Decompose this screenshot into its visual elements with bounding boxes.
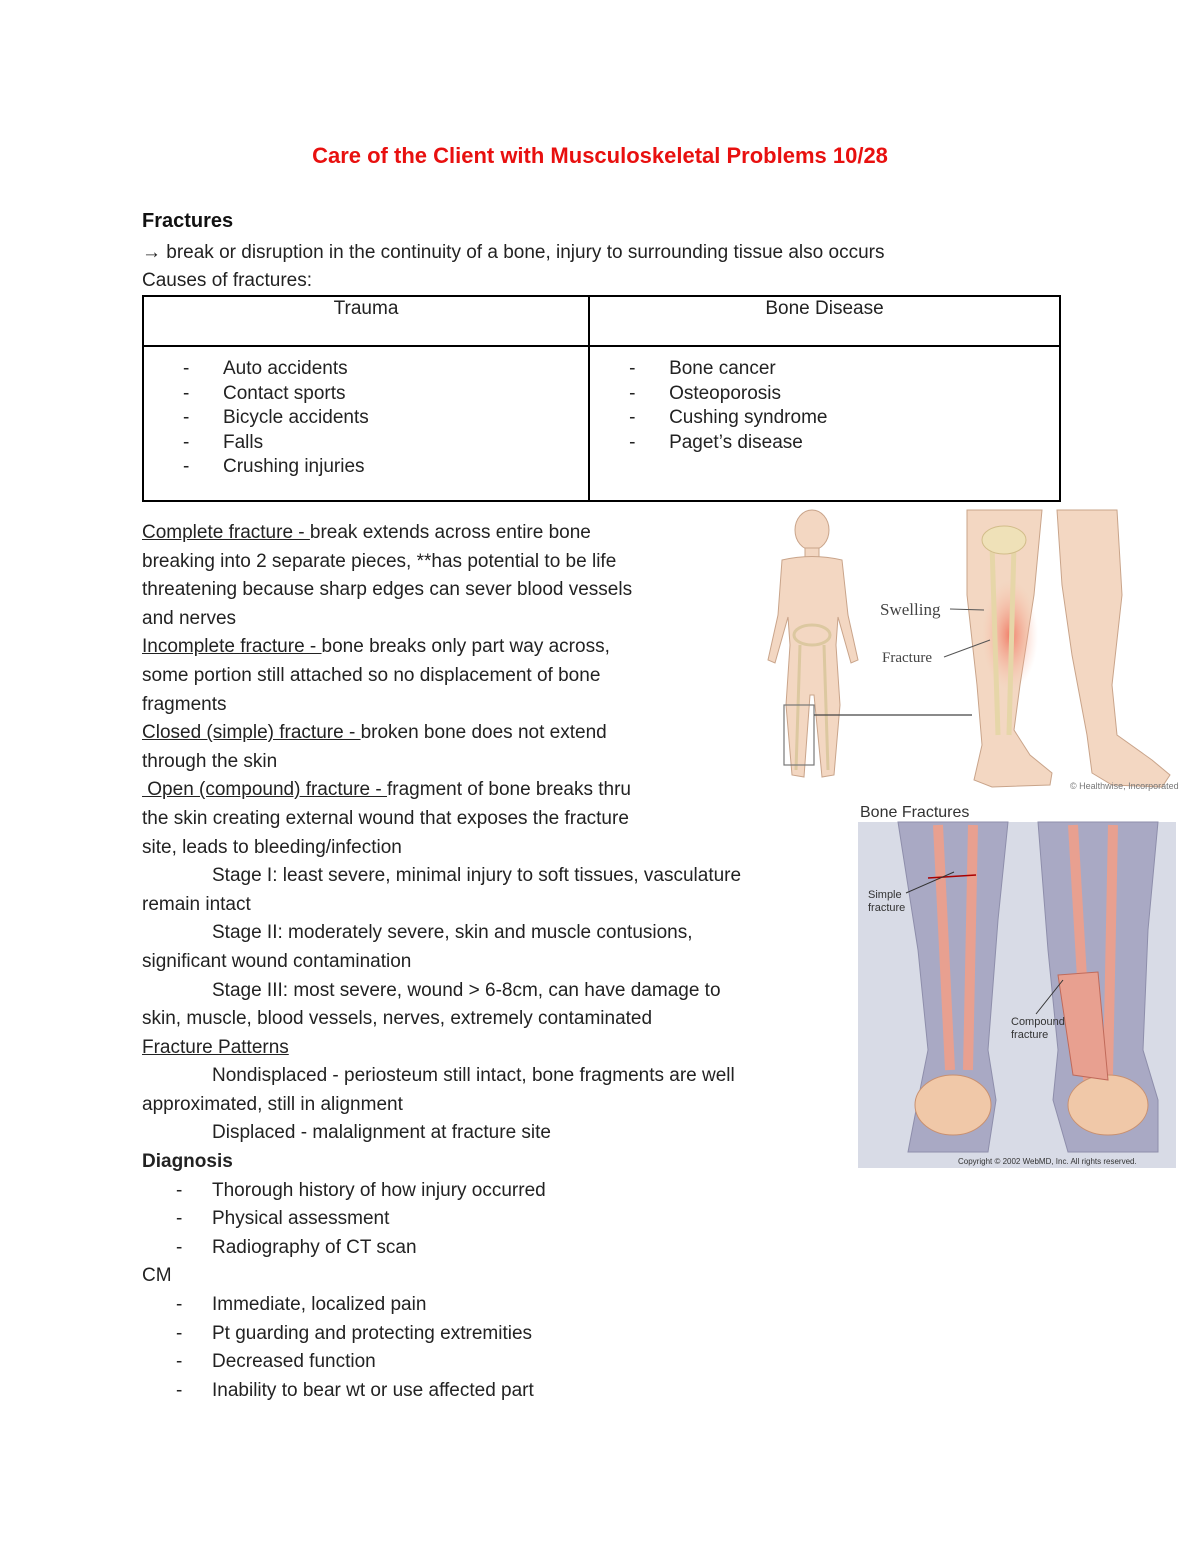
label-fracture: Fracture (882, 650, 932, 666)
label-compound-fracture-1: Compound (1011, 1016, 1065, 1028)
credit-healthwise: © Healthwise, Incorporated (1070, 781, 1179, 791)
zoomed-leg-icon (967, 510, 1052, 787)
list-item: - Decreased function (142, 1348, 822, 1377)
figure2-title: Bone Fractures (860, 804, 970, 821)
list-item: - Cushing syndrome (629, 406, 1058, 431)
fracture-definition: → break or disruption in the continuity of a bone, injury to surrounding tissue also occurs (142, 242, 885, 263)
list-item: - Inability to bear wt or use affected part (142, 1377, 822, 1406)
list-item: - Contact sports (183, 382, 587, 407)
desc-closed: broken bone does not extend (360, 722, 607, 744)
list-item: - Radiography of CT scan (142, 1234, 822, 1263)
pattern-displaced: Displaced - malalignment at fracture site (212, 1122, 551, 1144)
list-item: - Osteoporosis (629, 382, 1058, 407)
text-line: skin, muscle, blood vessels, nerves, extremely contaminated (142, 1008, 653, 1030)
desc-incomplete: bone breaks only part way across, (321, 636, 610, 658)
stage-3: Stage III: most severe, wound > 6-8cm, can have damage to (212, 979, 721, 1001)
bone-disease-cell (589, 346, 1060, 501)
list-item: - Bone cancer (629, 357, 1058, 382)
causes-label: Causes of fractures: (142, 270, 313, 291)
text-line: fragments (142, 693, 227, 715)
fracture-types-text (142, 519, 822, 1405)
text-line: through the skin (142, 750, 278, 772)
right-leg-icon (1057, 510, 1170, 787)
list-item: - Immediate, localized pain (142, 1291, 822, 1320)
trauma-list (145, 357, 587, 480)
text-line: site, leads to bleeding/infection (142, 836, 402, 858)
credit-webmd: Copyright © 2002 WebMD, Inc. All rights reserved. (958, 1157, 1137, 1166)
list-item: - Crushing injuries (183, 455, 587, 480)
term-complete: Complete fracture - (142, 522, 310, 543)
list-item: - Pt guarding and protecting extremities (142, 1320, 822, 1349)
text-line: some portion still attached so no displacement of bone (142, 664, 601, 686)
text-line: the skin creating external wound that exposes the fracture (142, 807, 629, 829)
bone-disease-list (591, 357, 1058, 455)
text-line: breaking into 2 separate pieces, **has potential to be life (142, 550, 617, 572)
list-item: - Bicycle accidents (183, 406, 587, 431)
desc-open: fragment of bone breaks thru (387, 779, 631, 801)
list-item: - Thorough history of how injury occurred (142, 1177, 822, 1206)
text-line: and nerves (142, 607, 237, 629)
trauma-cell (143, 346, 589, 501)
table-header-trauma: Trauma (143, 296, 589, 346)
label-simple-fracture-1: Simple (868, 889, 902, 901)
label-swelling: Swelling (880, 600, 941, 619)
text-line: remain intact (142, 893, 251, 915)
text-line: approximated, still in alignment (142, 1093, 403, 1115)
stage-2: Stage II: moderately severe, skin and muscle contusions, (212, 922, 693, 944)
term-closed: Closed (simple) fracture - (142, 722, 361, 744)
bone-fractures-illustration (858, 800, 1176, 1168)
list-item: - Physical assessment (142, 1205, 822, 1234)
list-item: - Paget’s disease (629, 431, 1058, 456)
list-item: - Falls (183, 431, 587, 456)
table-header-bone-disease: Bone Disease (589, 296, 1060, 346)
desc-complete: break extends across entire bone (309, 522, 591, 543)
term-incomplete: Incomplete fracture - (142, 636, 322, 658)
term-open: Open (compound) fracture - (142, 779, 387, 801)
causes-table (142, 295, 1061, 502)
text-line: threatening because sharp edges can sever blood vessels (142, 579, 633, 601)
pattern-nondisplaced: Nondisplaced - periosteum still intact, bone fragments are well (212, 1065, 735, 1087)
page-title: Care of the Client with Musculoskeletal Problems 10/28 (312, 143, 888, 168)
cm-heading: CM (142, 1265, 172, 1287)
list-item: - Auto accidents (183, 357, 587, 382)
stage-1: Stage I: least severe, minimal injury to soft tissues, vasculature (212, 865, 742, 887)
leg-swelling-illustration (752, 505, 1180, 795)
text-line: significant wound contamination (142, 950, 412, 972)
diagnosis-heading: Diagnosis (142, 1151, 233, 1173)
fracture-patterns-heading: Fracture Patterns (142, 1036, 289, 1058)
diagnosis-list (142, 1177, 822, 1263)
section-heading-fractures: Fractures (142, 210, 234, 232)
label-compound-fracture-2: fracture (1011, 1029, 1049, 1041)
label-simple-fracture-2: fracture (868, 902, 906, 914)
cm-list (142, 1291, 822, 1405)
